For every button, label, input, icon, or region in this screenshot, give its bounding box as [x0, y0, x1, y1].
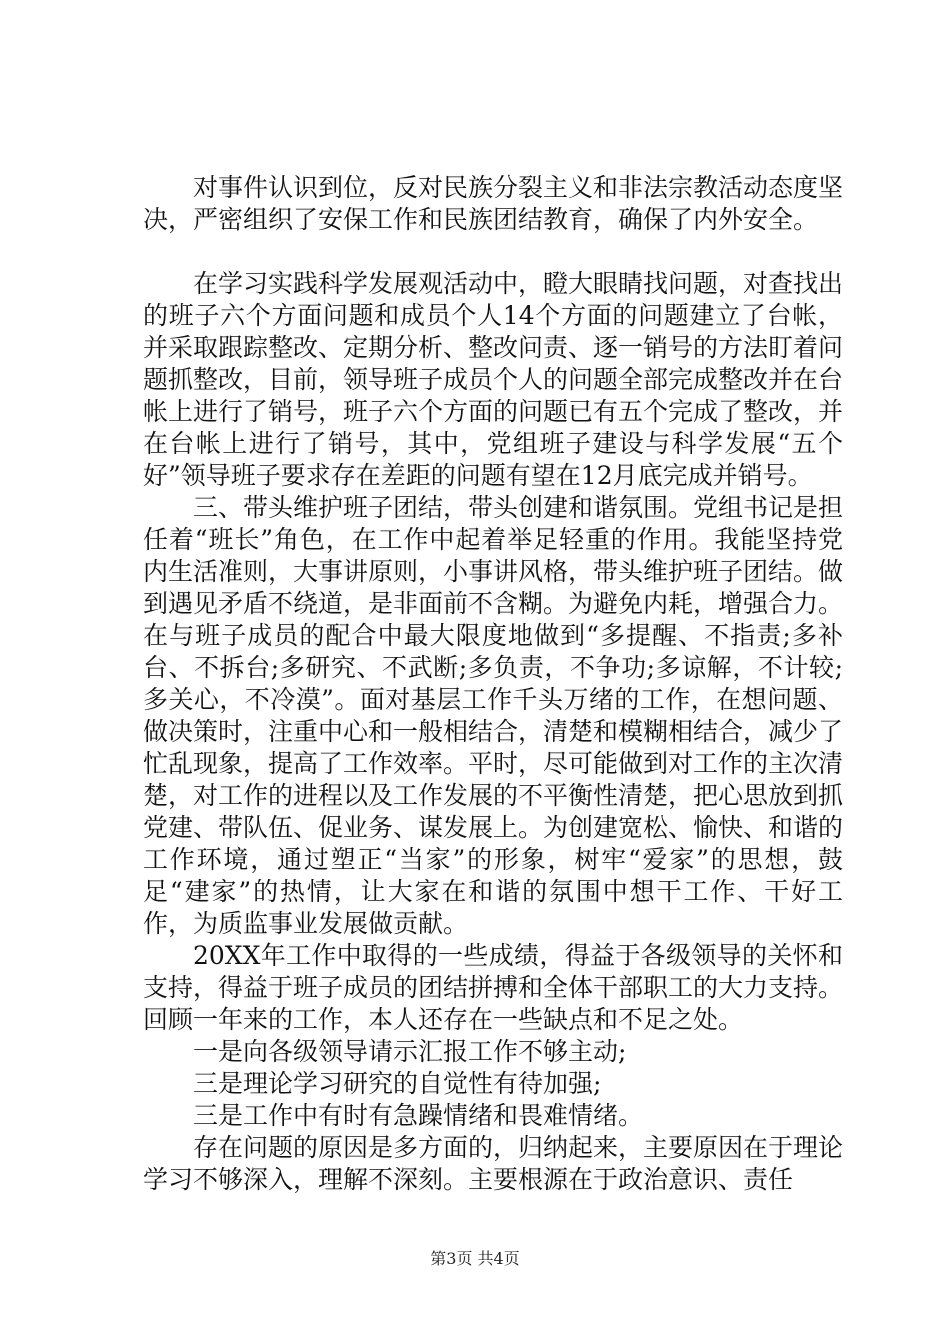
- paragraph-security: 对事件认识到位，反对民族分裂主义和非法宗教活动态度坚决，严密组织了安保工作和民族团结教育，确保了内外安全。: [143, 173, 844, 234]
- paragraph-team-unity: 三、带头维护班子团结，带头创建和谐氛围。党组书记是担任着“班长”角色，在工作中起着举足轻重的作用。我能坚持党内生活准则，大事讲原则，小事讲风格，带头维护班子团结。做到遇见矛盾不绕道，是非面前不含糊。为避免内耗，增强合力。在与班子成员的配合中最大限度地做到“多提醒、不指责;多补台、不拆台;多研究、不武断;多负责，不争功;多谅解，不计较;多关心，不冷漠”。面对基层工作千头万绪的工作，在想问题、做决策时，注重中心和一般相结合，清楚和模糊相结合，减少了忙乱现象，提高了工作效率。平时，尽可能做到对工作的主次清楚，对工作的进程以及工作发展的不平衡性清楚，把心思放到抓党建、带队伍、促业务、谋发展上。为创建宽松、愉快、和谐的工作环境，通过塑正“当家”的形象，树牢“爱家”的思想，鼓足“建家”的热情，让大家在和谐的氛围中想干工作、干好工作，为质监事业发展做贡献。: [143, 493, 844, 938]
- paragraph-causes: 存在问题的原因是多方面的，归纳起来，主要原因在于理论学习不够深入，理解不深刻。主要根源在于政治意识、责任: [143, 1133, 844, 1194]
- paragraph-shortcoming-2: 三是理论学习研究的自觉性有待加强;: [193, 1069, 602, 1098]
- page-number-footer: 第3页 共4页: [430, 1249, 520, 1268]
- paragraph-study-practice: 在学习实践科学发展观活动中，瞪大眼睛找问题，对查找出的班子六个方面问题和成员个人14个方面的问题建立了台帐，并采取跟踪整改、定期分析、整改问责、逐一销号的方法盯着问题抓整改，目前，领导班子成员个人的问题全部完成整改并在台帐上进行了销号，班子六个方面的问题已有五个完成了整改，并在台帐上进行了销号，其中，党组班子建设与科学发展“五个好”领导班子要求存在差距的问题有望在12月底完成并销号。: [143, 269, 844, 490]
- paragraph-achievements: 20XX年工作中取得的一些成绩，得益于各级领导的关怀和支持，得益于班子成员的团结拼搏和全体干部职工的大力支持。回顾一年来的工作，本人还存在一些缺点和不足之处。: [143, 941, 844, 1034]
- paragraph-shortcoming-3: 三是工作中有时有急躁情绪和畏难情绪。: [193, 1101, 644, 1130]
- document-body: [143, 172, 843, 1196]
- paragraph-shortcoming-1: 一是向各级领导请示汇报工作不够主动;: [193, 1037, 627, 1066]
